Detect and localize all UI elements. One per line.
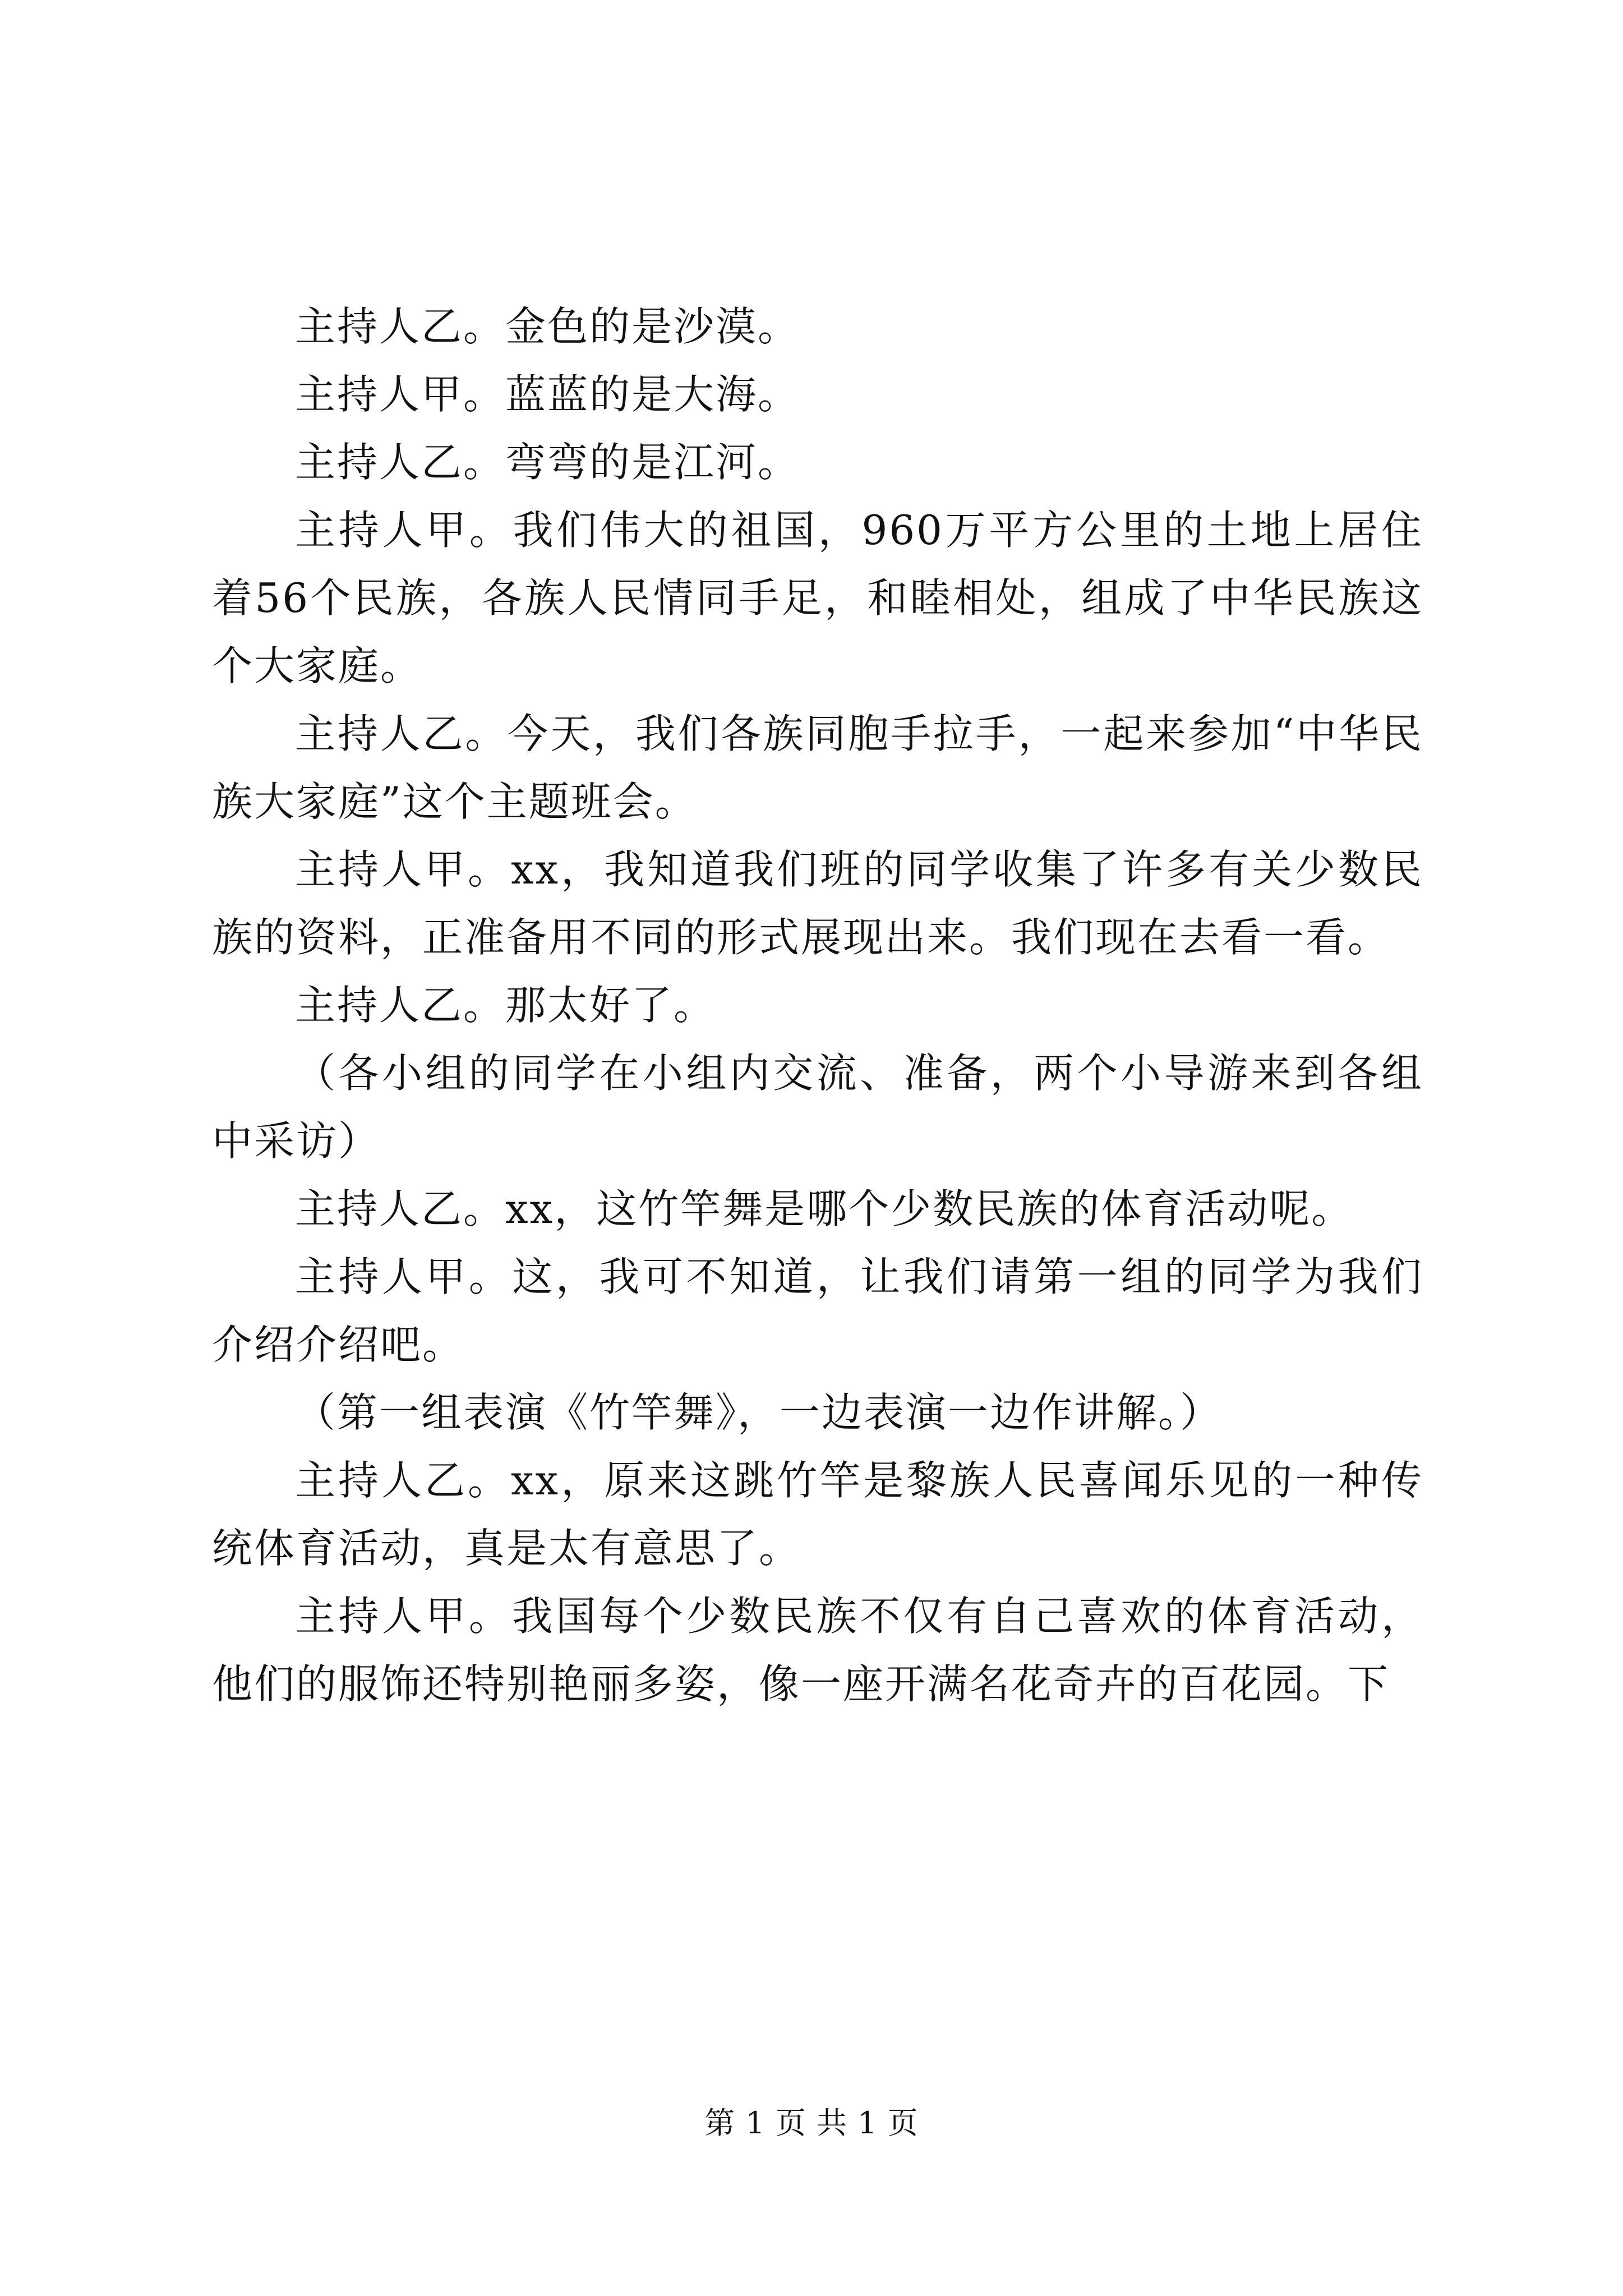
paragraph: 主持人甲。我们伟大的祖国，960万平方公里的土地上居住着56个民族，各族人民情同手足，和睦相处，组成了中华民族这个大家庭。 bbox=[212, 507, 1423, 689]
paragraph: 主持人乙。那太好了。 bbox=[295, 982, 716, 1029]
paragraph: 主持人甲。这，我可不知道，让我们请第一组的同学为我们介绍介绍吧。 bbox=[212, 1253, 1423, 1368]
page-footer: 第 1 页 共 1 页 bbox=[704, 2105, 919, 2141]
stage-direction: （第一组表演《竹竿舞》，一边表演一边作讲解。） bbox=[295, 1389, 1223, 1436]
paragraph: 主持人甲。我国每个少数民族不仅有自己喜欢的体育活动，他们的服饰还特别艳丽多姿，像一座开满名花奇卉的百花园。下 bbox=[212, 1593, 1423, 1708]
paragraph: 主持人乙。xx，这竹竿舞是哪个少数民族的体育活动呢。 bbox=[295, 1185, 1354, 1232]
paragraph: 主持人乙。金色的是沙漠。 bbox=[295, 303, 800, 350]
paragraph: 主持人乙。xx，原来这跳竹竿是黎族人民喜闻乐见的一种传统体育活动，真是太有意思了。 bbox=[212, 1457, 1423, 1572]
paragraph: 主持人甲。蓝蓝的是大海。 bbox=[295, 371, 800, 418]
paragraph: 主持人乙。今天，我们各族同胞手拉手，一起来参加“中华民族大家庭”这个主题班会。 bbox=[212, 710, 1423, 825]
document-body bbox=[212, 293, 1423, 1718]
paragraph: 主持人乙。弯弯的是江河。 bbox=[295, 439, 800, 486]
paragraph: 主持人甲。xx，我知道我们班的同学收集了许多有关少数民族的资料，正准备用不同的形式展现出来。我们现在去看一看。 bbox=[212, 846, 1423, 961]
stage-direction: （各小组的同学在小组内交流、准备，两个小导游来到各组中采访） bbox=[212, 1050, 1423, 1165]
